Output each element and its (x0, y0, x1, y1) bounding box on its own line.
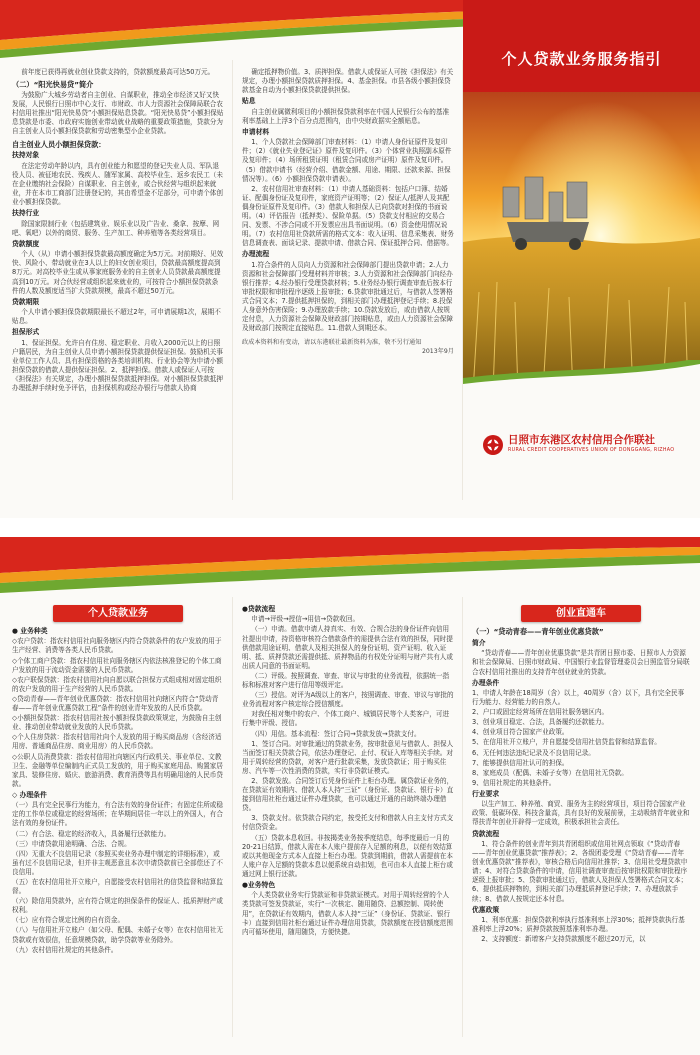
subsection-heading: 优惠政策 (472, 905, 500, 914)
section-heading: （一）“贷动青春——青年创业优惠贷款” (472, 627, 604, 636)
subsection-heading: 贴息 (242, 97, 256, 106)
loan-type-list (12, 637, 224, 789)
paragraph: 2、农村信用社审查材料：（1）申请人基础资料：包括户口簿、结婚证、配偶身份证及复印件，家庭资产证明等；（2）保证人/抵押人及其配偶身份证原件及复印件。（3）借款人和担保人已向贷款对担保的书面说明。（4）评估报告（抵押类）、保险单据。（5）贷款支付相应的交易合同、发票、不涉合同或不开发票应出具书面说明。（6）资金使用情况说明。（7）农村信用社贷款所需的格式文本：收入证明、信息采集表、财务信息调查表、面谈记录、提款申请、借款合同、保证抵押合同、借据等。 (242, 184, 454, 248)
flow-summary: 申请→评级→授信→用信→贷款收回。 (251, 615, 360, 624)
paragraph: 为鼓励广大城乡劳动者自主创业、自谋职业，推动全市经济又好又快发展，人民银行日照市中心支行、市财政、市人力资源社会保障局联合农村信用社推出“阳光快易贷”小额担保贴息贷款。“阳光快易贷”小额担保贴息贷款是市委、市政府实施创业带动就业战略的重要政策措施，贷款分为自主创业人员小额担保贷款和劳动密集型小企业贷款。 (12, 91, 224, 136)
header-swoosh-decoration (0, 537, 700, 597)
subsection-heading: 贷款额度 (12, 239, 40, 248)
list-item: （五）在农村信用社开立账户，自愿接受农村信用社的信贷监督和结算监督。 (12, 878, 223, 896)
list-item: ◇贷动青春——青年创业优惠贷款：指农村信用社向辖区内符合“贷动青春——青年创业优惠贷款工程”条件的创业青年发放的人民币贷款。 (12, 694, 219, 713)
cover-title: 个人贷款业务服务指引 (501, 50, 662, 68)
fold-line (232, 60, 233, 500)
cover-title-block (463, 0, 700, 92)
list-item: 5、在信用社开立账户，并自愿接受信用社信贷监督和结算监督。 (472, 738, 661, 747)
paragraph: 对我任相对集中的农户、个体工商户、城镇居民等个人类客户，可进行集中评级、授信。 (242, 710, 450, 728)
paragraph: 个人（从）申请小额担保贷款最高额度确定为5万元。对前期好、见效快、风险小、带动就业在3人以上的妇女创业项目，贷款最高额度提高到8万元。对高校毕业生或从事家庭服务业的自主创业人员贷款最高额度提高到10万元。对合伙经营或组织起来就业的，可按符合小额担保贷款条件的人数及额度适当扩大贷款规模，最高不超过50万元。 (12, 250, 224, 295)
paragraph: 以生产加工、种养殖、商贸、服务为主的经营项目，项目符合国家产业政策、低碳环保、科技含量高，具有良好的发展前景，主动吸纳青年就业和帮扶青年创业开辟得一定成效，积极承担社会责任。 (472, 800, 690, 827)
paragraph: （三）授信。对评为A级以上的客户，按照调查、审查、审议与审批的业务流程对客户核定综合授信额度。 (242, 691, 454, 709)
paragraph: 1、个人贷款社会保障部门审查材料：（1）申请人身份证原件及复印件；（2）《就业失业登记证》原件及复印件。（3）个体营业执照副本原件及复印件；（4）场所租赁证明（租赁合同或房产证明）原件及复印件。（5）借款申请书（经营介绍、借款金额、用途、期限、还款来源、担保情况等）。（6）小额担保贷款申请表）。 (242, 138, 452, 183)
list-item: （八）与信用社开立账户（如父母、配偶、未婚子女等）在农村信用社无贷款或有效很信，任意规模贷款，助学贷款等业务除外。 (12, 926, 223, 944)
subsection-heading: 贷款流程 (472, 829, 500, 838)
list-item: 7、能够提供信用社认可的担保。 (472, 758, 569, 767)
subsection-heading: 贷款期限 (12, 297, 40, 306)
list-item: （六）除信用贷款外，应有符合规定的担保条件的保证人、抵质押财产或权利。 (12, 897, 223, 915)
section-ribbon: 个人贷款业务 (53, 605, 183, 622)
list-item: 4、创业项目符合国家产业政策。 (472, 728, 569, 737)
personal-loan-column (12, 599, 224, 1049)
subsection-heading: 办理流程 (242, 250, 270, 259)
disclaimer-note: 政成本资料和有变动，请以东港联社最新资料为准，敬不另行通知 (242, 339, 422, 347)
list-item: 1、申请人年龄在18周岁（含）以上，40周岁（含）以下，具有完全民事行为能力、经营能力的自然人。 (472, 688, 685, 707)
list-item: 8、家庭成员（配偶、未婚子女等）在信用社无贷款。 (472, 768, 628, 777)
bank-logo (480, 428, 690, 464)
brochure-inside-panel (0, 537, 700, 1055)
subsection-heading: ●贷款流程 (242, 605, 276, 613)
fold-line (462, 597, 463, 1037)
bank-name-english: RURAL CREDIT COOPERATIVES UNION OF DONGGANG, RIZHAO (508, 448, 675, 453)
subsection-heading: 行业要求 (472, 789, 500, 798)
paragraph: 2、支持额度：新增客户支持贷款额度不超过20万元，以 (481, 935, 646, 944)
loan-policy-column (12, 68, 224, 508)
bank-name: 日照市东港区农村信用合作联社 (508, 434, 655, 446)
paragraph: “贷动青春——青年创业优惠贷款”是共青团日照市委、日照市人力资源和社会保障局、日照市财政局、中国银行业监督管理委员会日照监管分局联合农村信用社推出的支持青年创业就业的贷款。 (472, 649, 690, 676)
condition-list (12, 801, 224, 955)
section-ribbon: 创业直通车 (521, 605, 641, 622)
subsection-heading: 办理条件 (472, 678, 500, 687)
subsection-heading: 简介 (472, 638, 486, 647)
list-item: ◇个体工商户贷款：指农村信用社向服务辖区内依法核准登记的个体工商户发放的用于流动资金需要的人民币贷款。 (12, 656, 222, 674)
wheat-field-photo (463, 92, 700, 392)
paragraph: 2、贷款发放。合同签订后凭身份证件上柜台办理。属贷款证业务的，在贷款证有效期内、借款人本人持“三证”（身份证、贷款证、银行卡）直接到信用社柜台通过证件办理贷款，也可以通过开通的自助终端办理借贷。 (242, 776, 454, 813)
list-item: ◇公职人员消费贷款：指农村信用社向辖区内行政机关、事业单位、文教卫生、金融等单位编制内正式员工发放的，用于购买家庭用品、购置家居家具、装修住房、婚庆、旅游消费、教育消费等具有明确用途的人民币贷款。 (12, 752, 223, 788)
list-item: 2、户口或固定经营场所在信用社服务辖区内。 (472, 708, 609, 717)
list-item: （七）应有符合规定比例的自有资金。 (12, 916, 125, 925)
list-item: （九）农村信用社规定的其他条件。 (12, 945, 118, 954)
condition-list (472, 689, 690, 788)
list-item: ◇小额担保贷款：指农村信用社按小额担保贷款政策规定，为鼓励自主创业、推动创业带动就业发放的人民币贷款。 (12, 714, 222, 732)
list-item: （二）有合法、稳定的经济收入，具备履行还款能力。 (12, 829, 171, 838)
bank-emblem-icon (482, 434, 504, 456)
paragraph: （二）评级。按照调查、审查、审议与审批的业务流程，依据统一指标和标准对客户进行信用等级评定。 (242, 671, 450, 690)
brochure-outside-panel (0, 0, 700, 518)
section-heading: 自主创业人员小额担保贷款： (12, 139, 106, 149)
list-item: 3、创业项目稳定、合法，具备履约还款能力。 (472, 718, 609, 727)
publish-date: 2013年9月 (421, 348, 454, 356)
subsection-heading: 担保形式 (12, 328, 40, 337)
list-item: ◇个人住房贷款：指农村信用社向个人发放的用于购买商品房（含经济适用房、普通商品住房、商业用房）的人民币贷款。 (12, 733, 222, 751)
loan-process-column (242, 68, 454, 508)
paragraph: 1、符合条件的创业青年到共青团组织或信用社网点领取《“贷动青春——青年创业优惠贷款”推荐表》；2、各级团委受理《“贷动青春——青年创业优惠贷款”推荐表》，审核合格后向信用社推荐；3、信用社受理贷款申请；4、对符合贷款条件的申请，信用社调查审查后按审批权限和审批程序逐级上报审批；5、贷款审批通过后，借款人及担保人签署格式合同文本；6、提供抵质押物的，到相关部门办理抵质押登记手续；7、办理放款手续；8、借款人按规定还本付息。 (472, 839, 688, 903)
paragraph: （五）贷款本息收回。非按揭类业务按季度结息，每季度最后一月的20-21日结算，借款人需在本人账户提前存入足额的利息，以便有效结算或以其他现金方式本人直接上柜台办理。贷款到期前，借款人需提前在本人账户存入足额的贷款本息以便系统自动扣划，也可由本人直接上柜台或通过网上银行还款。 (242, 833, 453, 878)
section-heading: （二）“阳光快易贷”简介 (12, 80, 94, 90)
paragraph: （四）用信。基本流程：签订合同→贷款发放→贷款支付。 (251, 729, 421, 738)
subsection-heading: 扶持行业 (12, 209, 40, 218)
list-item: （四）无重大不良信用记录（参照买卖业务办理中制定的详细标准），或虽有过不良信用记录，但并非主观恶意且本次申请贷款前已全部偿还了不良信用。 (12, 849, 223, 876)
paragraph: 在法定劳动年龄以内，具有创业能力和愿望的登记失业人员、军队退役人员、被征地农民、残疾人、随军家属、高校毕业生、返乡农民工（未在企业缴纳社会保险）自谋职业、自主创业，或合伙经营与组织起来就业，并在本市工商部门注册登记的，其由希望金不足部分，可申请个体创业小额担保贷款。 (12, 161, 223, 207)
subsection-heading: 扶持对象 (12, 151, 40, 160)
subsection-heading: ● 业务种类 (12, 627, 48, 635)
paragraph: 1、保证担保。允许自有住房、稳定职业、月收入2000元以上的日照户籍居民，为自主创业人员申请小额担保贷款提供保证担保。鼓励机关事业单位工作人员、具有担保资格的各类培训机构、行业协会等为申请小额担保贷款的借款人提供保证担保。2、抵押担保。借款人或保证人可按《担保法》有关规定，办理小额担保贷款抵押担保。对小额担保贷款抵押办理抵押手续时免予评估，由担保机构或经办银行与借款人协商 (12, 338, 223, 393)
subsection-heading: 申请材料 (242, 127, 270, 136)
paragraph: （一）申请。借款申请人持真实、有效、合规合法的身份证件向信用社提出申请，持资格审核符合借款条件的需提供合法有效的担保，同时提供借款用途证明、借款人及相关担保人的身份证明、资产证明、收入证明、抵、质押贷款还需提供抵、质押物品的有权处分证明与财产共有人或出质人同意的书面证明。 (242, 625, 453, 670)
paragraph: 1、利率优惠：担保贷款利率执行基准利率上浮30%；抵押贷款执行基准利率上浮20%；质押贷款按照基准利率办理。 (472, 915, 685, 934)
fold-line (232, 597, 233, 1037)
subsection-heading: ◇ 办理条件 (12, 790, 47, 799)
page-gap (0, 518, 700, 537)
paragraph: 除国家限制行业（包括建筑业、娱乐业以及广告业、桑拿、按摩、网吧、氧吧）以外的商贸、服务、生产加工、种养殖等各类经营项目。 (12, 219, 220, 237)
paragraph: 1、签订合同。对审批通过的贷款业务，按审批意见与借款人、担保人当面签订相关贷款合同，依法办理登记、止付、权证入库等相关手续。对用于周转经营的贷款，对客户进行批款采集，发放贷款证；用于购买住房、汽车等一次性消费的贷款，实行非贷款证模式。 (242, 739, 454, 775)
list-item: 9、信用社规定的其他条件。 (472, 778, 556, 787)
list-item: ◇农户联保贷款：指农村信用社向自愿以联合担保方式组成相对固定组织的农户发放的用于生产经营的人民币贷款。 (12, 675, 222, 693)
paragraph: 3、贷款支付。依贷款合同约定，按受托支付和借款人自主支付方式支付信贷资金。 (242, 814, 454, 832)
loan-flow-column (242, 603, 454, 1049)
cover-swoosh-decoration (463, 360, 700, 400)
subsection-heading: ●业务特色 (242, 881, 276, 889)
startup-loan-column (472, 599, 690, 1049)
list-item: ◇农户贷款：指农村信用社向服务辖区内符合贷款条件的农户发放的用于生产经营、消费等各类人民币贷款。 (12, 637, 222, 655)
paragraph: 确定抵押物价值。3、质押担保。借款人或保证人可按《担保法》有关规定，办理小额担保贷款质押担保。4、基金担保。市县各级小额担保贷款基金自动为小额担保贷款提供担保。 (242, 68, 454, 95)
list-item: （三）申请贷款用途明确、合法、合规。 (12, 839, 131, 848)
paragraph: 个人类贷款业务实行贷款证和非贷款证模式。对用于周转经营的个人类贷款可签发贷款证，实行“一次核定、随用随贷、总额控制、周转使用”，在贷款证有效期内，借款人本人持“三证”（身份证、贷款证、银行卡）直接到信用社柜台通过证件办理信用贷款，贷款额度在授信额度范围内可循环使用，随用随贷，方便快捷。 (242, 891, 453, 936)
paragraph: 自主创业属微利项目的小额担保贷款利率在中国人民银行公布的基准利率基础上上浮3个百分点范围内，由中央财政据实全额贴息。 (242, 107, 450, 125)
lead-paragraph: 前年度已获得再就业创业贷款支持的，贷款额度最高可达50万元。 (21, 68, 215, 76)
paragraph: 1.符合条件的人员向人力资源和社会保障部门提出贷款申请；2.人力资源和社会保障部门受理材料并审核；3.人力资源和社会保障部门向经办银行推荐；4.经办银行受理贷款材料；5.业务经办银行调查审查后按本行审批权限和审批程序逐级上报审批；6.贷款审批通过后，与借款人签署格式合同文本；7.提供抵押担保的，到相关部门办理抵押登记手续；8.投保人身意外伤害保险；9.办理放款手续；10.贷款发放后，或由借款人按规定付息，人力资源社会保障及财政部门按期贴息，或由人力资源社会保障及财政部门按规定直接贴息。11.借款人到期还本。 (242, 260, 453, 333)
list-item: 6、无任何违法违纪记录及不良信用记录。 (472, 748, 595, 757)
paragraph: 个人申请小额担保贷款期限最长不超过2年，可申请展期1次，展期不贴息。 (12, 308, 221, 326)
list-item: （一）具有完全民事行为能力，有合法有效的身份证件；有固定住所或稳定的工作单位或稳定的经营场所；在华期间居住一年以上的外国人，有合法有效的身份证件。 (12, 801, 223, 828)
